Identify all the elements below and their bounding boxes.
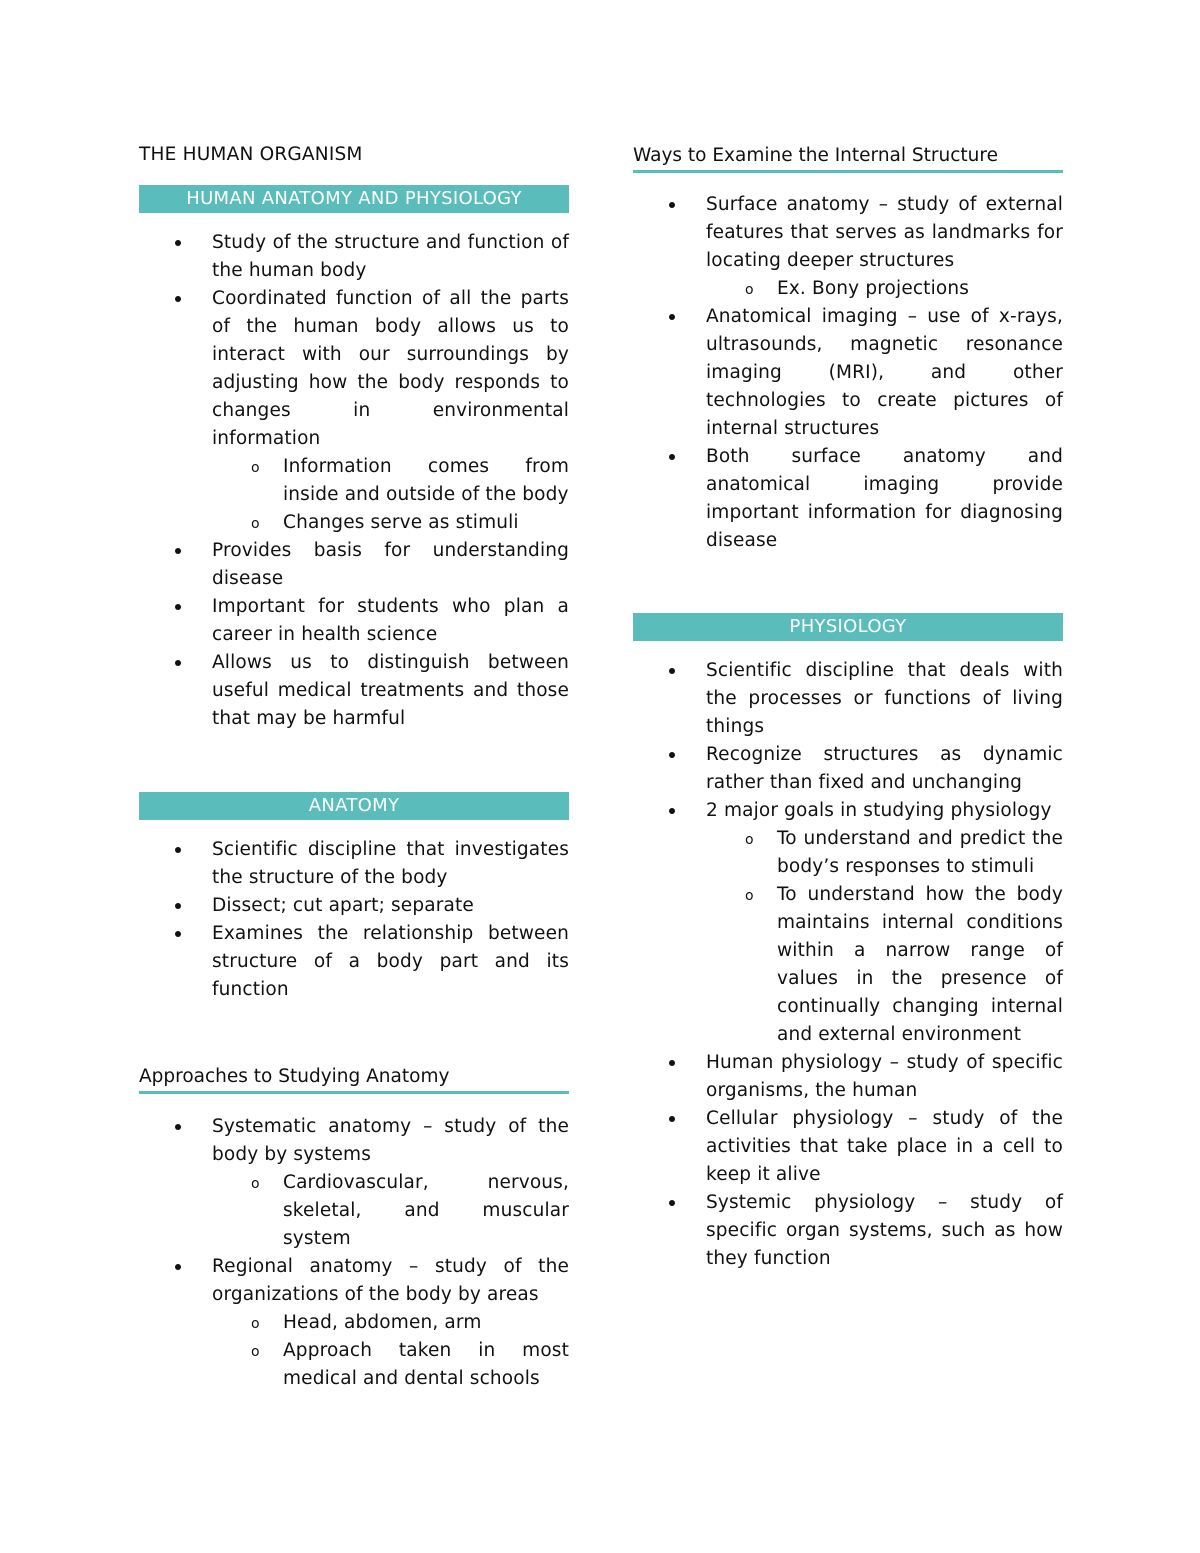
list-item: Anatomical imaging – use of x-rays, ultrasounds, magnetic resonance imaging (MRI), and other technologies to create pictures of internal structures [633, 303, 1063, 443]
list-physiology [633, 657, 1063, 1273]
list-item: Provides basis for understanding disease [139, 537, 569, 593]
list-item: Recognize structures as dynamic rather than fixed and unchanging [633, 741, 1063, 797]
list-item: Surface anatomy – study of external features that serves as landmarks for locating deeper structures o Ex. Bony projections [633, 191, 1063, 303]
list-item: Study of the structure and function of the human body [139, 229, 569, 285]
sub-list [212, 1309, 569, 1393]
list-item: Cellular physiology – study of the activities that take place in a cell to keep it alive [633, 1105, 1063, 1189]
list-item: Human physiology – study of specific organisms, the human [633, 1049, 1063, 1105]
list-item: Examines the relationship between structure of a body part and its function [139, 920, 569, 1004]
subheading-approaches: Approaches to Studying Anatomy [139, 1066, 569, 1094]
sub-list-item: o Cardiovascular, nervous, skeletal, and muscular system [212, 1169, 569, 1253]
list-item: Important for students who plan a career in health science [139, 593, 569, 649]
list-item: Coordinated function of all the parts of the human body allows us to interact with our surroundings by adjusting how the body responds to changes in environmental information o Information comes from inside and outside of the body o Changes serve as stimuli [139, 285, 569, 537]
subheading-ways-to-examine: Ways to Examine the Internal Structure [633, 145, 1063, 173]
sub-list-item: o Changes serve as stimuli [212, 509, 569, 537]
sub-list-item: o Ex. Bony projections [706, 275, 1063, 303]
sub-list-item: o To understand and predict the body’s responses to stimuli [706, 825, 1063, 881]
list-human-anatomy-physiology [139, 229, 569, 733]
page-title: THE HUMAN ORGANISM [139, 144, 363, 165]
list-approaches [139, 1113, 569, 1393]
list-item: Scientific discipline that deals with the processes or functions of living things [633, 657, 1063, 741]
sub-list [212, 1169, 569, 1253]
sub-list [212, 453, 569, 537]
list-item: Systematic anatomy – study of the body by systems o Cardiovascular, nervous, skeletal, and muscular system [139, 1113, 569, 1253]
section-header-human-anatomy-physiology: HUMAN ANATOMY AND PHYSIOLOGY [139, 185, 569, 213]
sub-list-item: o Information comes from inside and outside of the body [212, 453, 569, 509]
list-item: Scientific discipline that investigates the structure of the body [139, 836, 569, 892]
list-item: Both surface anatomy and anatomical imaging provide important information for diagnosing disease [633, 443, 1063, 555]
list-anatomy [139, 836, 569, 1004]
list-item: Systemic physiology – study of specific organ systems, such as how they function [633, 1189, 1063, 1273]
sub-list-item: o Head, abdomen, arm [212, 1309, 569, 1337]
list-item: Allows us to distinguish between useful medical treatments and those that may be harmful [139, 649, 569, 733]
list-item: Dissect; cut apart; separate [139, 892, 569, 920]
list-item: 2 major goals in studying physiology o To understand and predict the body’s responses to stimuli o To understand how the body maintains internal conditions within a narrow range of values in the presence of continually changing internal and external environment [633, 797, 1063, 1049]
sub-list-item: o Approach taken in most medical and dental schools [212, 1337, 569, 1393]
sub-list [706, 275, 1063, 303]
list-item: Regional anatomy – study of the organizations of the body by areas o Head, abdomen, arm o Approach taken in most medical and dental schools [139, 1253, 569, 1393]
section-header-anatomy: ANATOMY [139, 792, 569, 820]
list-ways-to-examine [633, 191, 1063, 555]
sub-list-item: o To understand how the body maintains internal conditions within a narrow range of values in the presence of continually changing internal and external environment [706, 881, 1063, 1049]
section-header-physiology: PHYSIOLOGY [633, 613, 1063, 641]
sub-list [706, 825, 1063, 1049]
